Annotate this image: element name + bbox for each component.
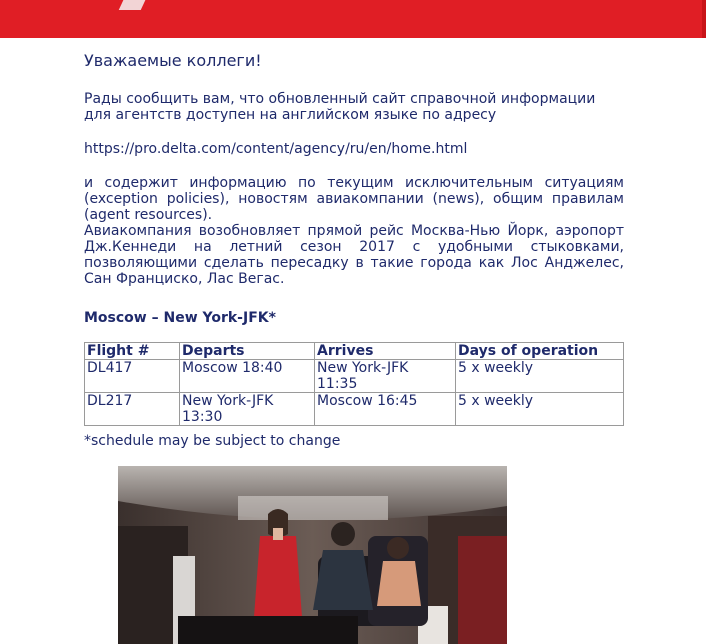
header-arrives: Arrives — [315, 343, 456, 360]
intro-text: Рады сообщить вам, что обновленный сайт справочной информации для агентств доступен на английском языке по адресу — [84, 91, 596, 123]
header-days: Days of operation — [456, 343, 624, 360]
days-cell: 5 x weekly — [456, 360, 624, 393]
days-cell: 5 x weekly — [456, 393, 624, 426]
table-row — [85, 393, 624, 426]
table-header-row — [85, 343, 624, 360]
flight-number-cell: DL217 — [85, 393, 180, 426]
arrives-cell: Moscow 16:45 — [315, 393, 456, 426]
departs-cell: Moscow 18:40 — [180, 360, 315, 393]
flight-schedule-table — [84, 342, 624, 426]
departs-cell: New York-JFK 13:30 — [180, 393, 315, 426]
route-announcement: Авиакомпания возобновляет прямой рейс Москва-Нью Йорк, аэропорт Дж.Кеннеди на летний сезон 2017 с удобными стыковками, позволяющими сделать пересадку в такие города как Лос Анджелес, Сан Франциско, Лас Вегас. — [84, 223, 624, 287]
greeting: Уважаемые коллеги! — [84, 51, 262, 70]
agency-site-link[interactable]: https://pro.delta.com/content/agency/ru/en/home.html — [84, 141, 468, 157]
cabin-photo — [118, 466, 507, 644]
header-flight: Flight # — [85, 343, 180, 360]
content-note: и содержит информацию по текущим исключительным ситуациям (exception policies), новостям авиакомпании (news), общим правилам (agent resources). — [84, 175, 624, 223]
header-departs: Departs — [180, 343, 315, 360]
schedule-note: *schedule may be subject to change — [84, 433, 341, 449]
header-banner — [0, 0, 706, 38]
logo-fragment — [119, 0, 148, 10]
table-row — [85, 360, 624, 393]
flight-number-cell: DL417 — [85, 360, 180, 393]
route-heading: Moscow – New York-JFK* — [84, 310, 276, 326]
banner-edge — [702, 0, 706, 38]
arrives-cell: New York-JFK 11:35 — [315, 360, 456, 393]
